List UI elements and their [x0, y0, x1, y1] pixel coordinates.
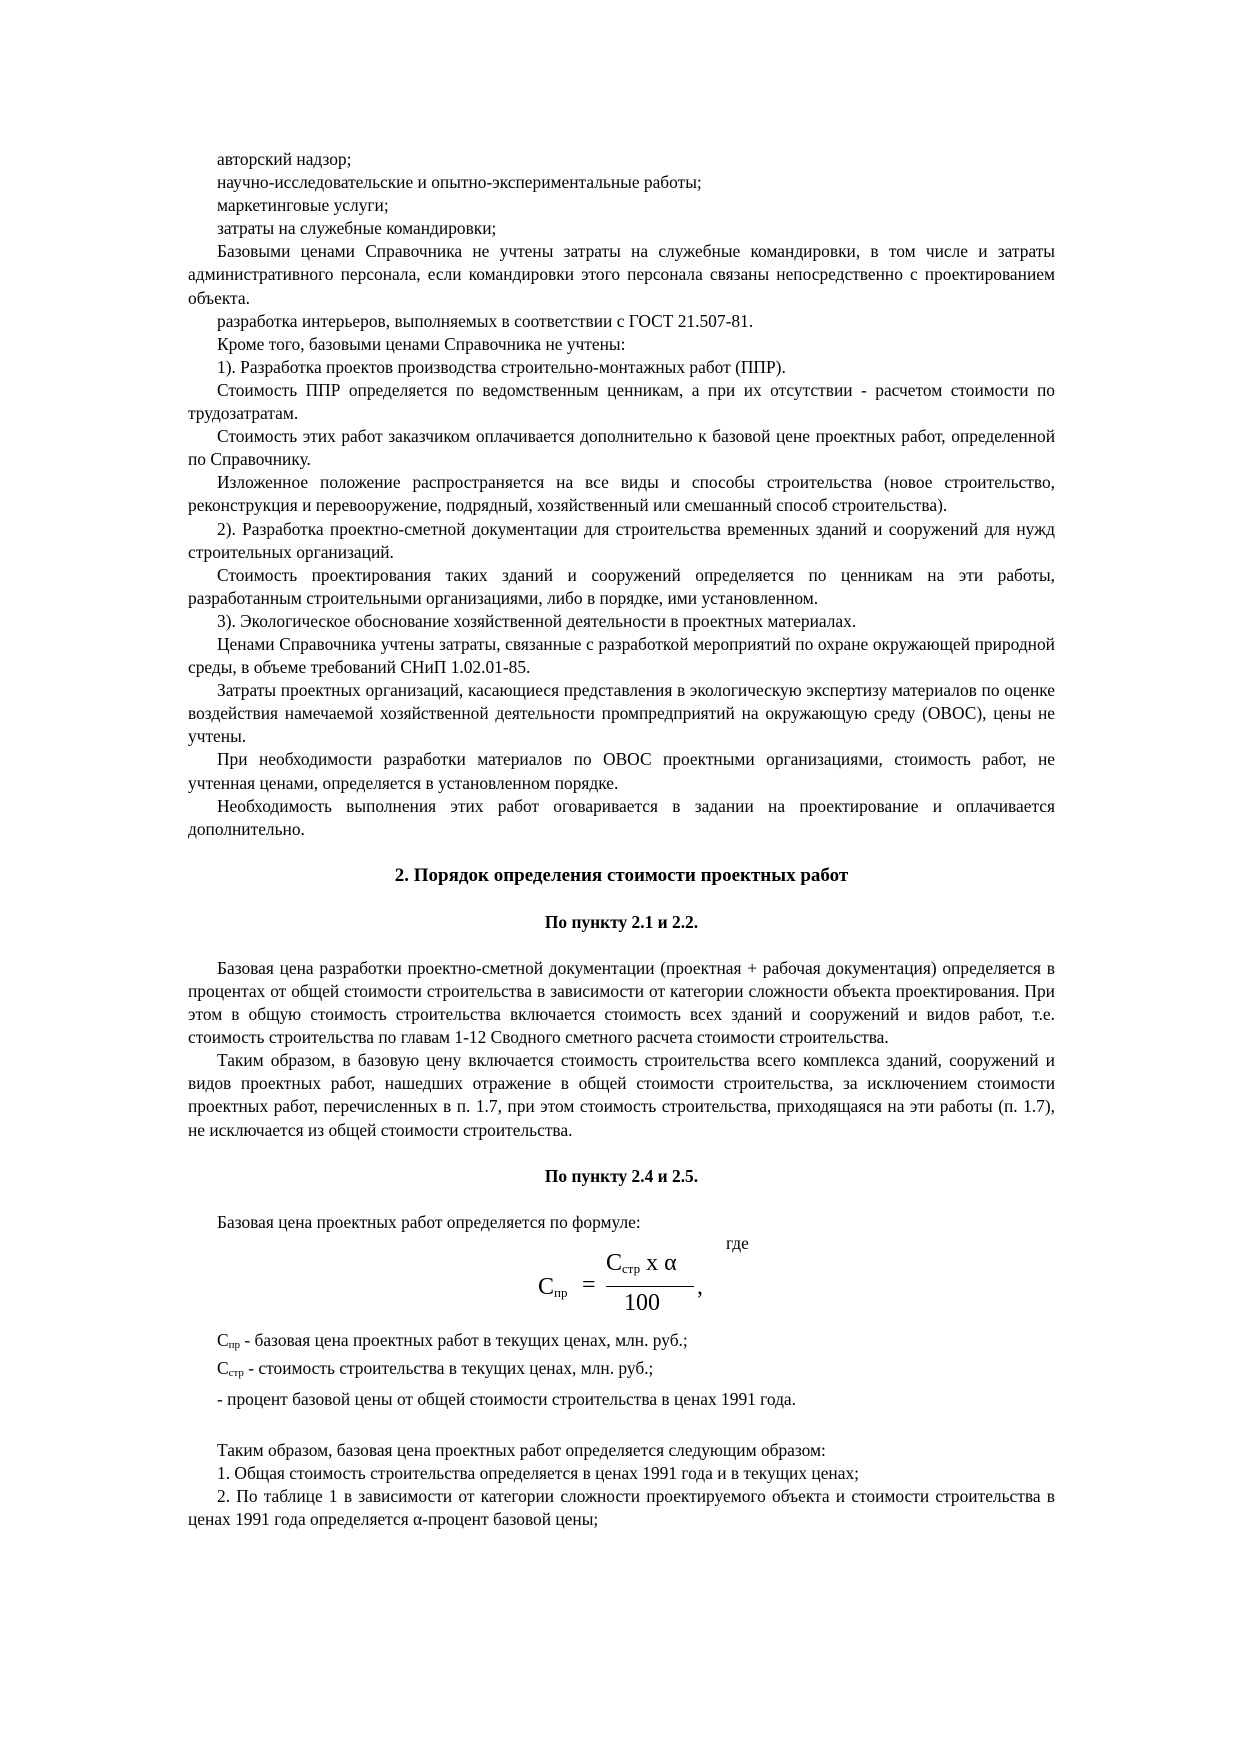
definition-item: Спр - базовая цена проектных работ в текущих ценах, млн. руб.;	[217, 1329, 688, 1351]
paragraph: 1. Общая стоимость строительства определяется в ценах 1991 года и в текущих ценах;	[217, 1463, 859, 1484]
paragraph: 1). Разработка проектов производства строительно-монтажных работ (ППР).	[217, 356, 786, 377]
paragraph: Стоимость этих работ заказчиком оплачивается дополнительно к базовой цене проектных работ, определенной по Справочнику.	[188, 426, 1055, 470]
paragraph: 2). Разработка проектно-сметной документации для строительства временных зданий и сооружений для нужд строительных организаций.	[188, 518, 1055, 562]
paragraph: Таким образом, в базовую цену включается стоимость строительства всего комплекса зданий, сооружений и видов проектных работ, нашедших отражение в общей стоимости строительства, за исключением стоимости проектных работ, перечисленных в п. 1.7, при этом стоимость строительства, приходящаяся на эти работы (п. 1.7), не исключается из общей стоимости строительства.	[188, 1050, 1055, 1140]
formula-equals: =	[582, 1271, 596, 1298]
paragraph: маркетинговые услуги;	[217, 195, 389, 216]
definition-item: - процент базовой цены от общей стоимости строительства в ценах 1991 года.	[217, 1389, 796, 1410]
formula	[188, 1234, 1055, 1329]
formula-numerator: $С_{стр}$ х α	[606, 1249, 677, 1276]
paragraph: Необходимость выполнения этих работ оговаривается в задании на проектирование и оплачивается дополнительно.	[188, 795, 1055, 839]
paragraph: Затраты проектных организаций, касающиеся представления в экологическую экспертизу материалов по оценке воздействия намечаемой хозяйственной деятельности промпредприятий на окружающую среду (ОВОС), цены не учтены.	[188, 680, 1055, 747]
paragraph: При необходимости разработки материалов по ОВОС проектными организациями, стоимость работ, не учтенная ценами, определяется в установленном порядке.	[188, 749, 1055, 793]
subsection-title: По пункту 2.4 и 2.5.	[544, 1165, 699, 1186]
paragraph: Стоимость ППР определяется по ведомственным ценникам, а при их отсутствии - расчетом стоимости по трудозатратам.	[188, 379, 1055, 424]
paragraph: Базовая цена разработки проектно-сметной документации (проектная + рабочая документация) определяется в процентах от общей стоимости строительства в зависимости от категории сложности объекта проектирования. При этом в общую стоимость строительства включается стоимость всех зданий и сооружений и видов работ, т.е. стоимость строительства по главам 1-12 Сводного сметного расчета стоимости строительства.	[188, 957, 1055, 1048]
paragraph: Изложенное положение распространяется на все виды и способы строительства (новое строительство, реконструкция и перевооружение, подрядный, хозяйственный или смешанный способ строительства).	[188, 472, 1055, 516]
paragraph: авторский надзор;	[217, 149, 352, 169]
formula-intro: Базовая цена проектных работ определяется по формуле:	[217, 1211, 641, 1232]
paragraph: Ценами Справочника учтены затраты, связанные с разработкой мероприятий по охране окружающей природной среды, в объеме требований СНиП 1.02.01-85.	[188, 633, 1055, 678]
document-page	[188, 148, 1055, 1532]
paragraph: Кроме того, базовыми ценами Справочника не учтены:	[217, 333, 626, 354]
paragraph: Стоимость проектирования таких зданий и сооружений определяется по ценникам на эти работы, разработанным строительными организациями, либо в порядке, ими установленном.	[188, 564, 1055, 608]
paragraph: научно-исследовательские и опытно-экспериментальные работы;	[217, 172, 702, 193]
definition-item: Сстр - стоимость строительства в текущих ценах, млн. руб.;	[217, 1357, 654, 1379]
formula-denominator: 100	[624, 1289, 660, 1316]
formula-lhs: $С_{пр}$	[538, 1273, 568, 1300]
paragraph: 3). Экологическое обоснование хозяйственной деятельности в проектных материалах.	[217, 610, 857, 631]
paragraph: затраты на служебные командировки;	[217, 218, 497, 239]
paragraph: Базовыми ценами Справочника не учтены затраты на служебные командировки, в том числе и затраты административного персонала, если командировки этого персонала связаны непосредственно с проектированием объекта.	[188, 241, 1055, 308]
subsection-title: По пункту 2.1 и 2.2.	[544, 911, 699, 932]
paragraph: 2. По таблице 1 в зависимости от категории сложности проектируемого объекта и стоимости строительства в ценах 1991 года определяется α-процент базовой цены;	[188, 1486, 1055, 1530]
formula-comma: ,	[697, 1273, 703, 1300]
section-title: 2. Порядок определения стоимости проектных работ	[394, 864, 849, 886]
paragraph: Таким образом, базовая цена проектных работ определяется следующим образом:	[217, 1440, 826, 1461]
formula-expression	[538, 1249, 738, 1332]
fraction-bar	[606, 1286, 694, 1287]
paragraph: разработка интерьеров, выполняемых в соответствии с ГОСТ 21.507-81.	[217, 310, 754, 331]
formula-where: где	[726, 1232, 749, 1253]
